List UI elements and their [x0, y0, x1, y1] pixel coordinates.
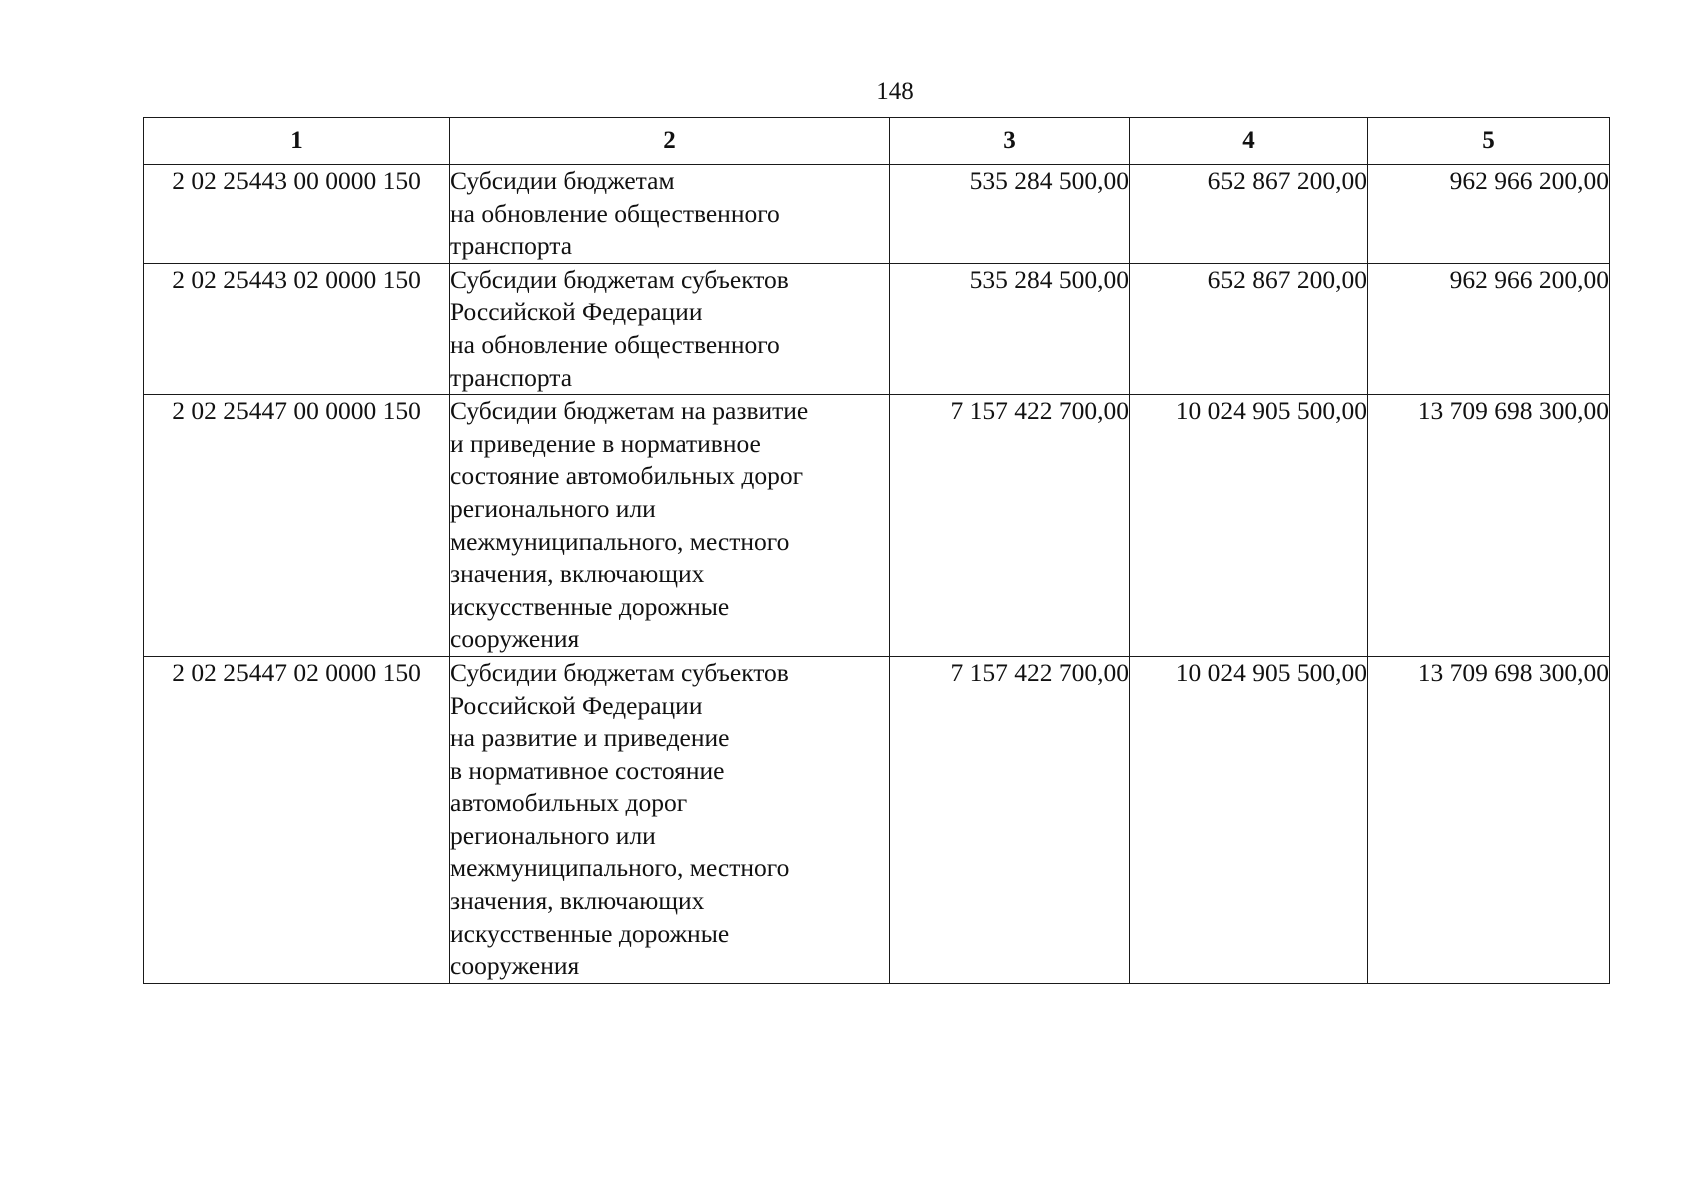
table-header	[144, 118, 1610, 165]
header-col-2: 2	[450, 118, 890, 165]
description-line: Субсидии бюджетам на развитие	[450, 396, 809, 426]
table-row	[144, 656, 1610, 983]
header-col-1: 1	[144, 118, 450, 165]
description-line: значения, включающих	[450, 886, 705, 916]
budget-table	[143, 117, 1610, 984]
description-line: межмуниципального, местного	[450, 526, 790, 556]
amount-col-4-cell: 652 867 200,00	[1130, 165, 1368, 264]
description-line: на развитие и приведение	[450, 723, 730, 753]
header-col-5: 5	[1368, 118, 1610, 165]
description-cell	[450, 656, 890, 983]
header-col-4: 4	[1130, 118, 1368, 165]
description-line: Российской Федерации	[450, 297, 703, 327]
table-row	[144, 395, 1610, 657]
table-row	[144, 165, 1610, 264]
description-line: Субсидии бюджетам субъектов	[450, 264, 789, 294]
table-row	[144, 263, 1610, 394]
description-line: в нормативное состояние	[450, 755, 725, 785]
description-line: транспорта	[450, 362, 573, 392]
amount-col-5-cell: 13 709 698 300,00	[1368, 395, 1610, 657]
table-body	[144, 165, 1610, 984]
description-line: транспорта	[450, 231, 573, 261]
amount-col-5-cell: 962 966 200,00	[1368, 165, 1610, 264]
amount-col-3-cell: 535 284 500,00	[890, 165, 1130, 264]
description-line: регионального или	[450, 820, 656, 850]
amount-col-3-cell: 7 157 422 700,00	[890, 656, 1130, 983]
header-row	[144, 118, 1610, 165]
amount-col-4-cell: 652 867 200,00	[1130, 263, 1368, 394]
description-line: Субсидии бюджетам	[450, 166, 675, 195]
amount-col-4-cell: 10 024 905 500,00	[1130, 656, 1368, 983]
description-line: Субсидии бюджетам субъектов	[450, 657, 789, 687]
budget-code-cell: 2 02 25447 02 0000 150	[144, 656, 450, 983]
amount-col-4-cell: 10 024 905 500,00	[1130, 395, 1368, 657]
description-line: и приведение в нормативное	[450, 428, 761, 458]
description-line: состояние автомобильных дорог	[450, 461, 804, 491]
amount-col-3-cell: 535 284 500,00	[890, 263, 1130, 394]
description-cell	[450, 263, 890, 394]
description-line: автомобильных дорог	[450, 788, 688, 818]
page-number: 148	[876, 78, 914, 105]
header-col-3: 3	[890, 118, 1130, 165]
amount-col-5-cell: 13 709 698 300,00	[1368, 656, 1610, 983]
description-line: межмуниципального, местного	[450, 853, 790, 883]
description-line: сооружения	[450, 951, 580, 981]
description-cell	[450, 165, 890, 264]
description-line: искусственные дорожные	[450, 591, 730, 621]
budget-code-cell: 2 02 25443 02 0000 150	[144, 263, 450, 394]
description-line: сооружения	[450, 624, 580, 654]
amount-col-5-cell: 962 966 200,00	[1368, 263, 1610, 394]
amount-col-3-cell: 7 157 422 700,00	[890, 395, 1130, 657]
budget-code-cell: 2 02 25443 00 0000 150	[144, 165, 450, 264]
description-line: искусственные дорожные	[450, 918, 730, 948]
budget-code-cell: 2 02 25447 00 0000 150	[144, 395, 450, 657]
description-line: на обновление общественного	[450, 329, 780, 359]
description-line: регионального или	[450, 493, 656, 523]
description-cell	[450, 395, 890, 657]
description-line: на обновление общественного	[450, 198, 780, 228]
description-line: значения, включающих	[450, 559, 705, 589]
description-line: Российской Федерации	[450, 690, 703, 720]
